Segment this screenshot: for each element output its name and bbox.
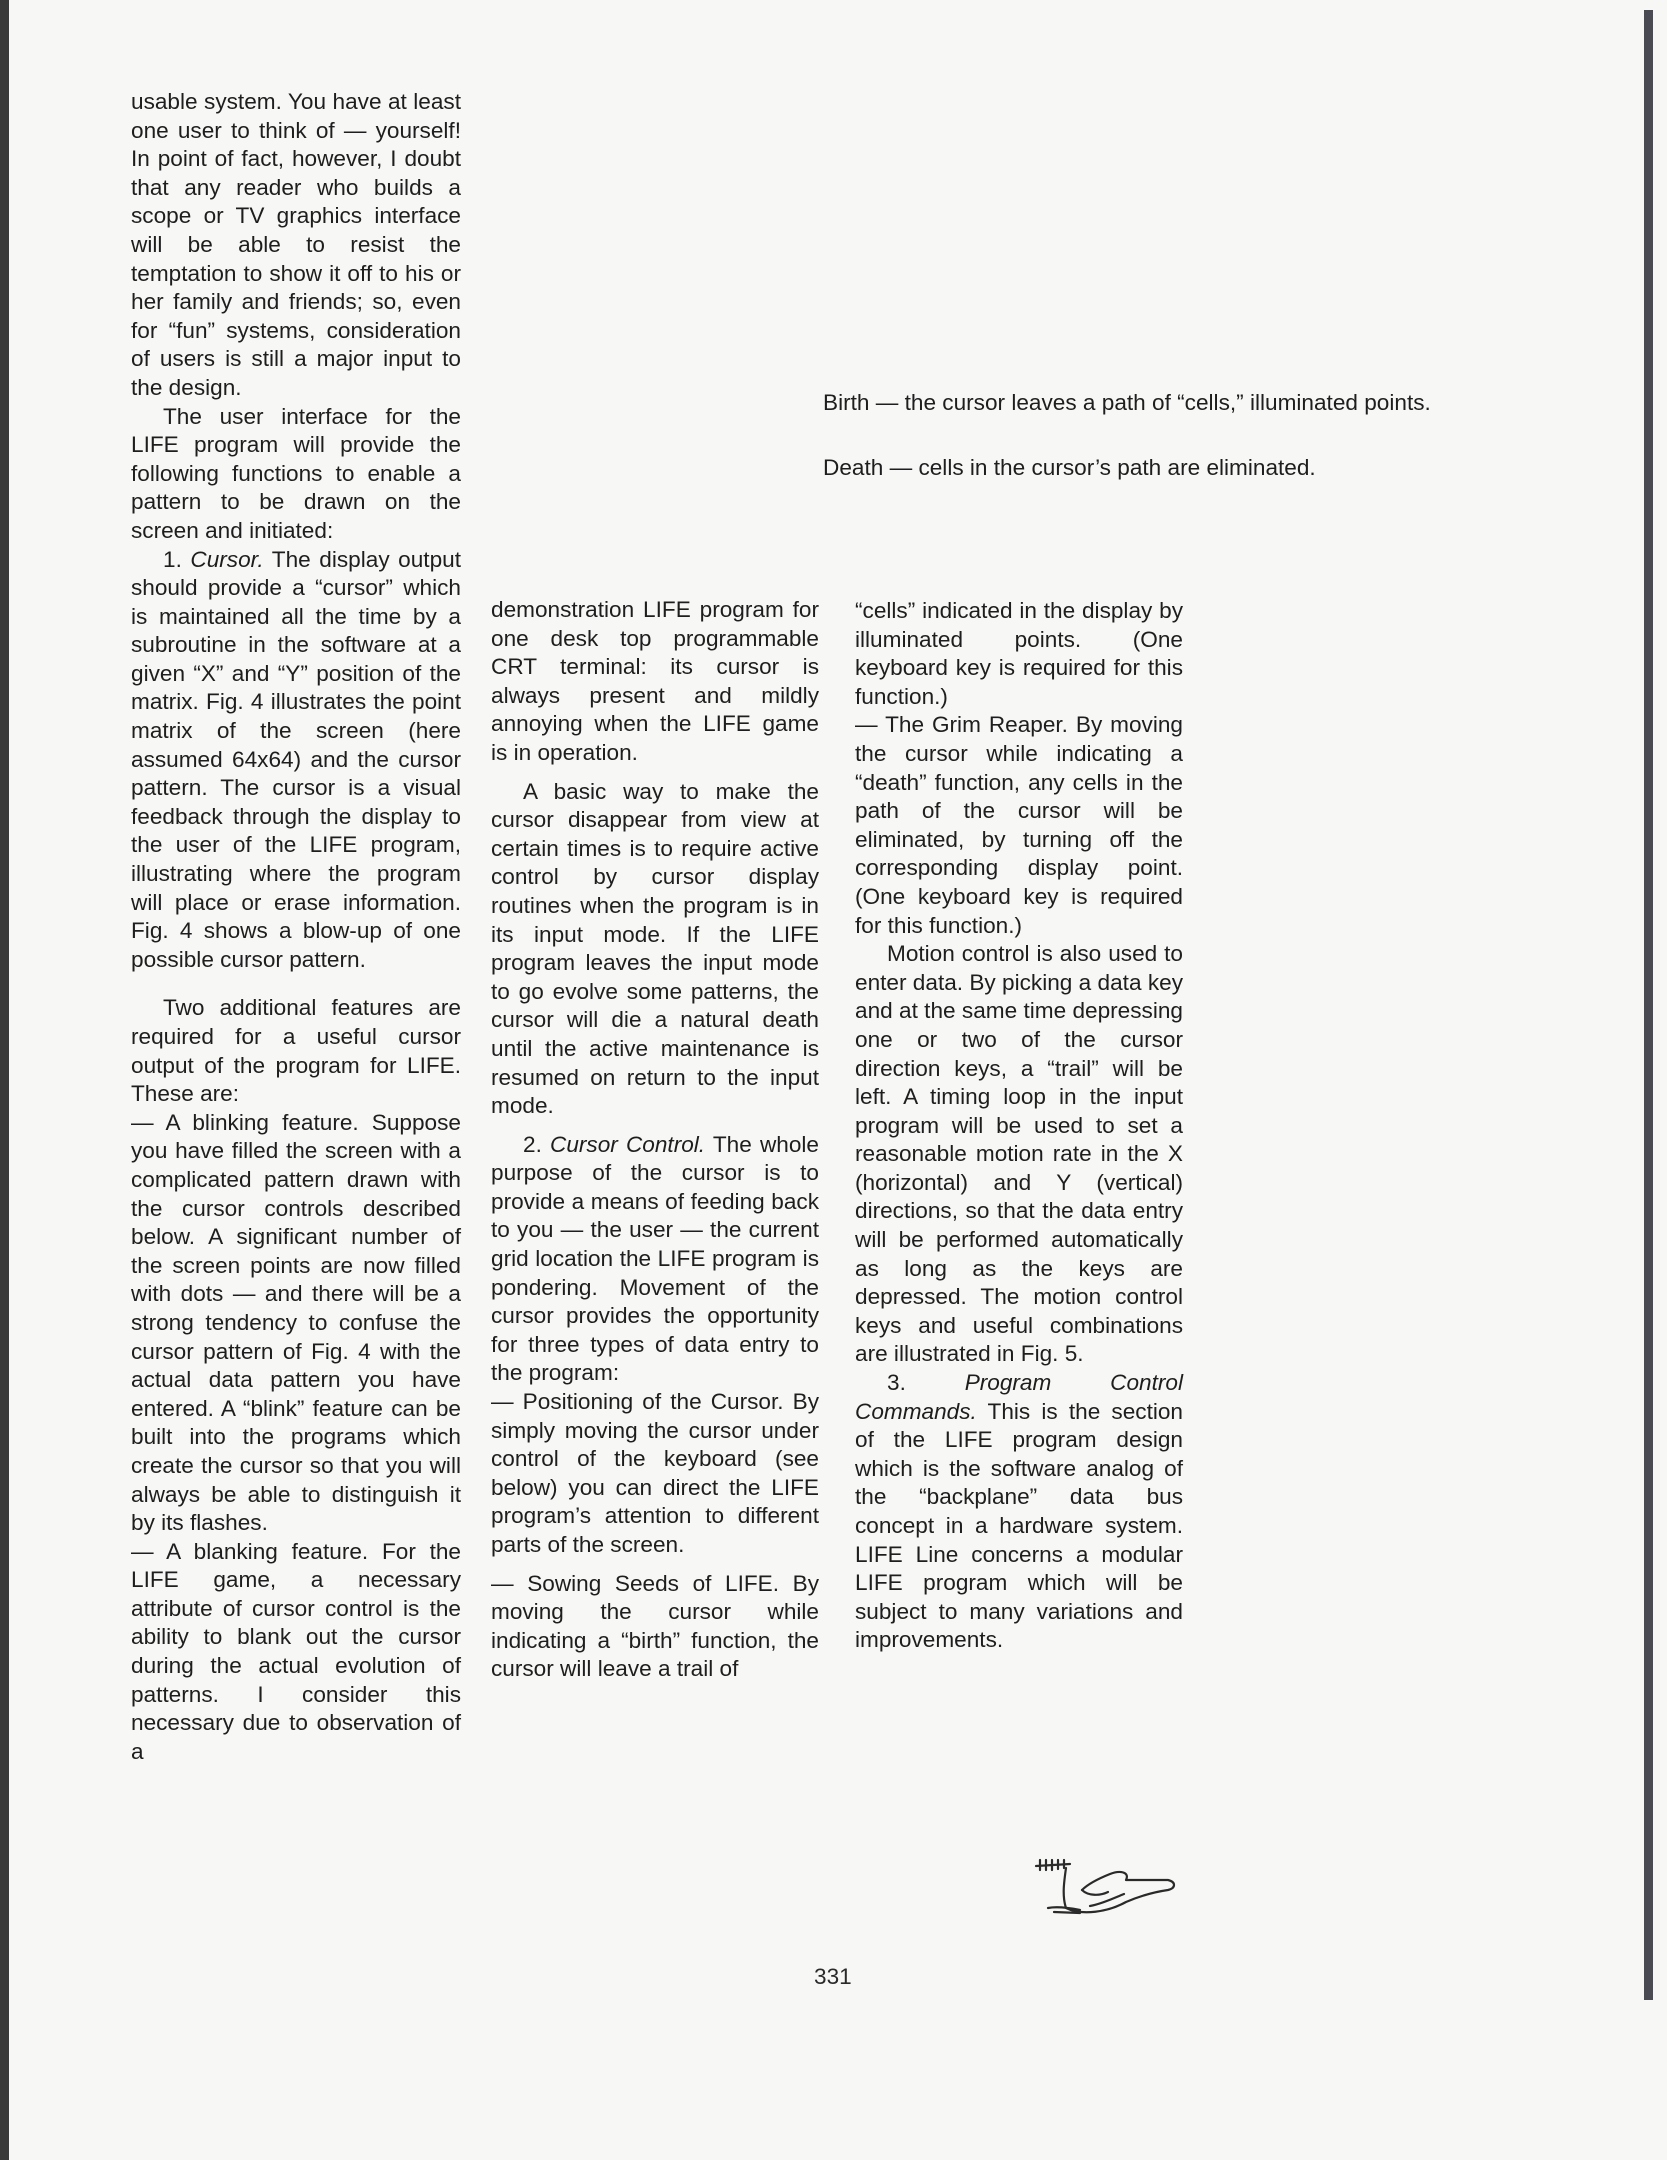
section-term: Cursor Control.: [550, 1131, 706, 1157]
list-number: 3.: [887, 1370, 906, 1396]
paragraph: A basic way to make the cursor disappear from view at certain times is to require active control by cursor display routines when the program is in its input mode. If the LIFE program leaves the input mode to go evolve some patterns, the cursor will die a natural death until the active maintenance is resumed on return to the input mode.: [491, 778, 819, 1119]
paragraph: demonstration LIFE program for one desk top programmable CRT terminal: its cursor is always present and mildly annoying when the LIFE game is in operation.: [491, 597, 819, 765]
paragraph: — The Grim Reaper. By moving the cursor while indicating a “death” function, any cells in the path of the cursor will be eliminated, by turning off the corresponding display point. (One keyboard key is required for this function.): [855, 712, 1183, 938]
scan-edge-left: [0, 0, 9, 2160]
paragraph: Motion control is also used to enter data. By picking a data key and at the same time depressing one or two of the cursor direction keys, a “trail” will be left. A timing loop in the input program will be used to set a reasonable motion rate in the X (horizontal) and Y (vertical) directions, so that the data entry will be performed automatically as long as the keys are depressed. The motion control keys and useful combinations are illustrated in Fig. 5.: [855, 941, 1183, 1367]
paragraph-text: This is the section of the LIFE program design which is the software analog of the “backplane” data bus concept in a hardware system. LIFE Line concerns a modular LIFE program which will be subject to many variations and improvements.: [855, 1398, 1183, 1653]
text-column-3: [855, 597, 1183, 1655]
paragraph-text: The display output should provide a “cursor” which is maintained all the time by a subroutine in the software at a given “X” and “Y” position of the matrix. Fig. 4 illustrates the point matrix of the screen (here assumed 64x64) and the cursor pattern. The cursor is a visual feedback through the display to the user of the LIFE program, illustrating where the program will place or erase information. Fig. 4 shows a blow-up of one possible cursor pattern.: [131, 546, 461, 972]
paragraph: “cells” indicated in the display by illuminated points. (One keyboard key is required for this function.): [855, 598, 1183, 709]
pointing-hand-icon: [1030, 1850, 1182, 1922]
scan-edge-right: [1644, 10, 1653, 2000]
paragraph-text: The whole purpose of the cursor is to provide a means of feeding back to you — the user — the current grid location the LIFE program is pondering. Movement of the cursor provides the opportunity for three types of data entry to the program:: [491, 1131, 819, 1386]
section-term: Cursor.: [190, 546, 264, 572]
paragraph: — Sowing Seeds of LIFE. By moving the cursor while indicating a “birth” function, the cursor will leave a trail of: [491, 1570, 819, 1682]
section-term: Program Control Commands.: [855, 1370, 1183, 1424]
paragraph: usable system. You have at least one user to think of — yourself! In point of fact, however, I doubt that any reader who builds a scope or TV graphics interface will be able to resist the temptation to show it off to his or her family and friends; so, even for “fun” systems, consideration of users is still a major input to the design.: [131, 89, 461, 400]
paragraph: — A blinking feature. Suppose you have filled the screen with a complicated pattern drawn with the cursor controls described below. A significant number of the screen points are now filled with dots — and there will be a strong tendency to confuse the cursor pattern of Fig. 4 with the actual data pattern you have entered. A “blink” feature can be built into the programs which create the cursor so that you will always be able to distinguish it by its flashes.: [131, 1109, 461, 1536]
paragraph-program-control: [855, 1369, 1183, 1655]
paragraph: Two additional features are required for a useful cursor output of the program for LIFE. These are:: [131, 995, 461, 1107]
paragraph-cursor: [131, 546, 461, 975]
text-column-1: [131, 88, 461, 1766]
paragraph: — Positioning of the Cursor. By simply moving the cursor under control of the keyboard (see below) you can direct the LIFE program’s attention to different parts of the screen.: [491, 1389, 819, 1557]
list-number: 1.: [163, 546, 182, 572]
paragraph: The user interface for the LIFE program will provide the following functions to enable a pattern to be drawn on the screen and initiated:: [131, 403, 461, 543]
paragraph: — A blanking feature. For the LIFE game, a necessary attribute of cursor control is the ability to blank out the cursor during the actual evolution of patterns. I consider this necessary due to observation of a: [131, 1538, 461, 1764]
figure-caption-birth: Birth — the cursor leaves a path of “cells,” illuminated points.: [823, 390, 1431, 415]
figure-caption-death: Death — cells in the cursor’s path are eliminated.: [823, 455, 1316, 480]
list-number: 2.: [523, 1131, 542, 1157]
page-number: 331: [814, 1964, 852, 1989]
paragraph-cursor-control: [491, 1131, 819, 1388]
text-column-2: [491, 596, 819, 1684]
